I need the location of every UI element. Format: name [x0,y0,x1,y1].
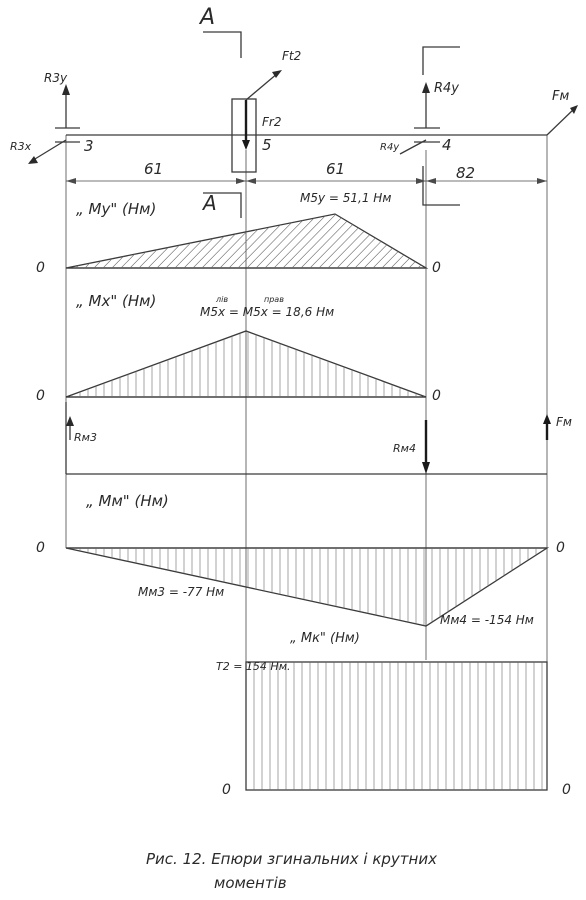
hatch-line [184,212,239,268]
label-gear5: 5 [262,136,272,154]
zero-4-right: 0 [562,782,571,798]
label-ft2: Ft2 [282,49,302,63]
mm4-value: Mм4 = -154 Нм [440,613,534,627]
hatch-line [103,212,158,268]
hatch-line [454,212,509,268]
hatch-line [229,212,284,268]
hatch-line [202,212,257,268]
ft2-arrow [246,73,278,100]
section-bracket-top [423,47,460,75]
label-fm2: Fм [556,415,572,429]
hatch-line [148,212,203,268]
hatch-line [112,212,167,268]
mx-value: M5x = M5x = 18,6 Нм [200,305,335,319]
zero-3-right: 0 [556,540,565,556]
my-title: „ My" (Нм) [76,200,157,218]
section-mark-top [203,32,241,58]
label-r4y-mid: R4y [380,142,400,153]
hatch-line [76,212,131,268]
caption-line-2: моментів [214,874,287,892]
hatch-line [346,212,401,268]
torque-value: T2 = 154 Нм. [216,660,291,673]
torque-title: „ Mк" (Нм) [290,631,360,646]
hatch-line [382,212,437,268]
dim-label-3: 82 [456,164,476,182]
zero-3-left: 0 [36,540,45,556]
diagram-torque [246,662,547,790]
hatch-line [283,212,338,268]
hatch-line [247,212,302,268]
label-r4y-top: R4y [434,81,459,96]
hatch-line [211,212,266,268]
hatch-line [436,212,491,268]
hatch-line [328,212,383,268]
section-label-top: A [200,5,216,30]
caption-line-1: Рис. 12. Епюри згинальних і крутних [146,850,437,868]
my-value: M5y = 51,1 Нм [300,191,392,205]
section-label-bottom: A [203,191,217,215]
hatch-line [193,212,248,268]
label-fr2: Fr2 [262,115,282,129]
hatch-line [355,212,410,268]
r4x-arrow [400,140,426,154]
mx-sup-left: лів [216,295,229,304]
mm3-value: Mм3 = -77 Нм [138,585,225,599]
hatch-line [40,212,95,268]
hatch-line [220,212,275,268]
hatch-line [265,212,320,268]
zero-1-right: 0 [432,260,441,276]
label-rm3: Rм3 [74,431,97,444]
hatch-line [121,212,176,268]
hatch-line [67,212,122,268]
hatch-line [94,212,149,268]
hatch-line [139,212,194,268]
zero-2-left: 0 [36,388,45,404]
hatch-line [445,212,500,268]
dim-label-2: 61 [326,160,346,178]
label-support4: 4 [442,136,452,154]
zero-2-right: 0 [432,388,441,404]
label-rm4: Rм4 [393,442,416,455]
label-fm: Fм [552,89,570,104]
hatch-line [373,212,428,268]
coupling-load-scheme [66,402,551,474]
hatch-line [166,212,221,268]
mm-title: „ Mм" (Нм) [86,492,169,510]
hatch-line [85,212,140,268]
mx-sup-right: прав [264,295,284,304]
mx-title: „ Mx" (Нм) [76,292,157,310]
hatch-line [310,212,365,268]
zero-1-left: 0 [36,260,45,276]
label-r3x: R3x [10,140,32,153]
label-support3: 3 [84,137,94,155]
hatch-line [301,212,356,268]
fm-arrow [547,108,575,135]
hatch-line [400,212,455,268]
label-r3y: R3y [44,71,68,85]
section-bracket-bottom [423,166,460,205]
dim-label-1: 61 [144,160,164,178]
zero-4-left: 0 [222,782,231,798]
hatch-line [49,212,104,268]
hatch-line [130,212,185,268]
